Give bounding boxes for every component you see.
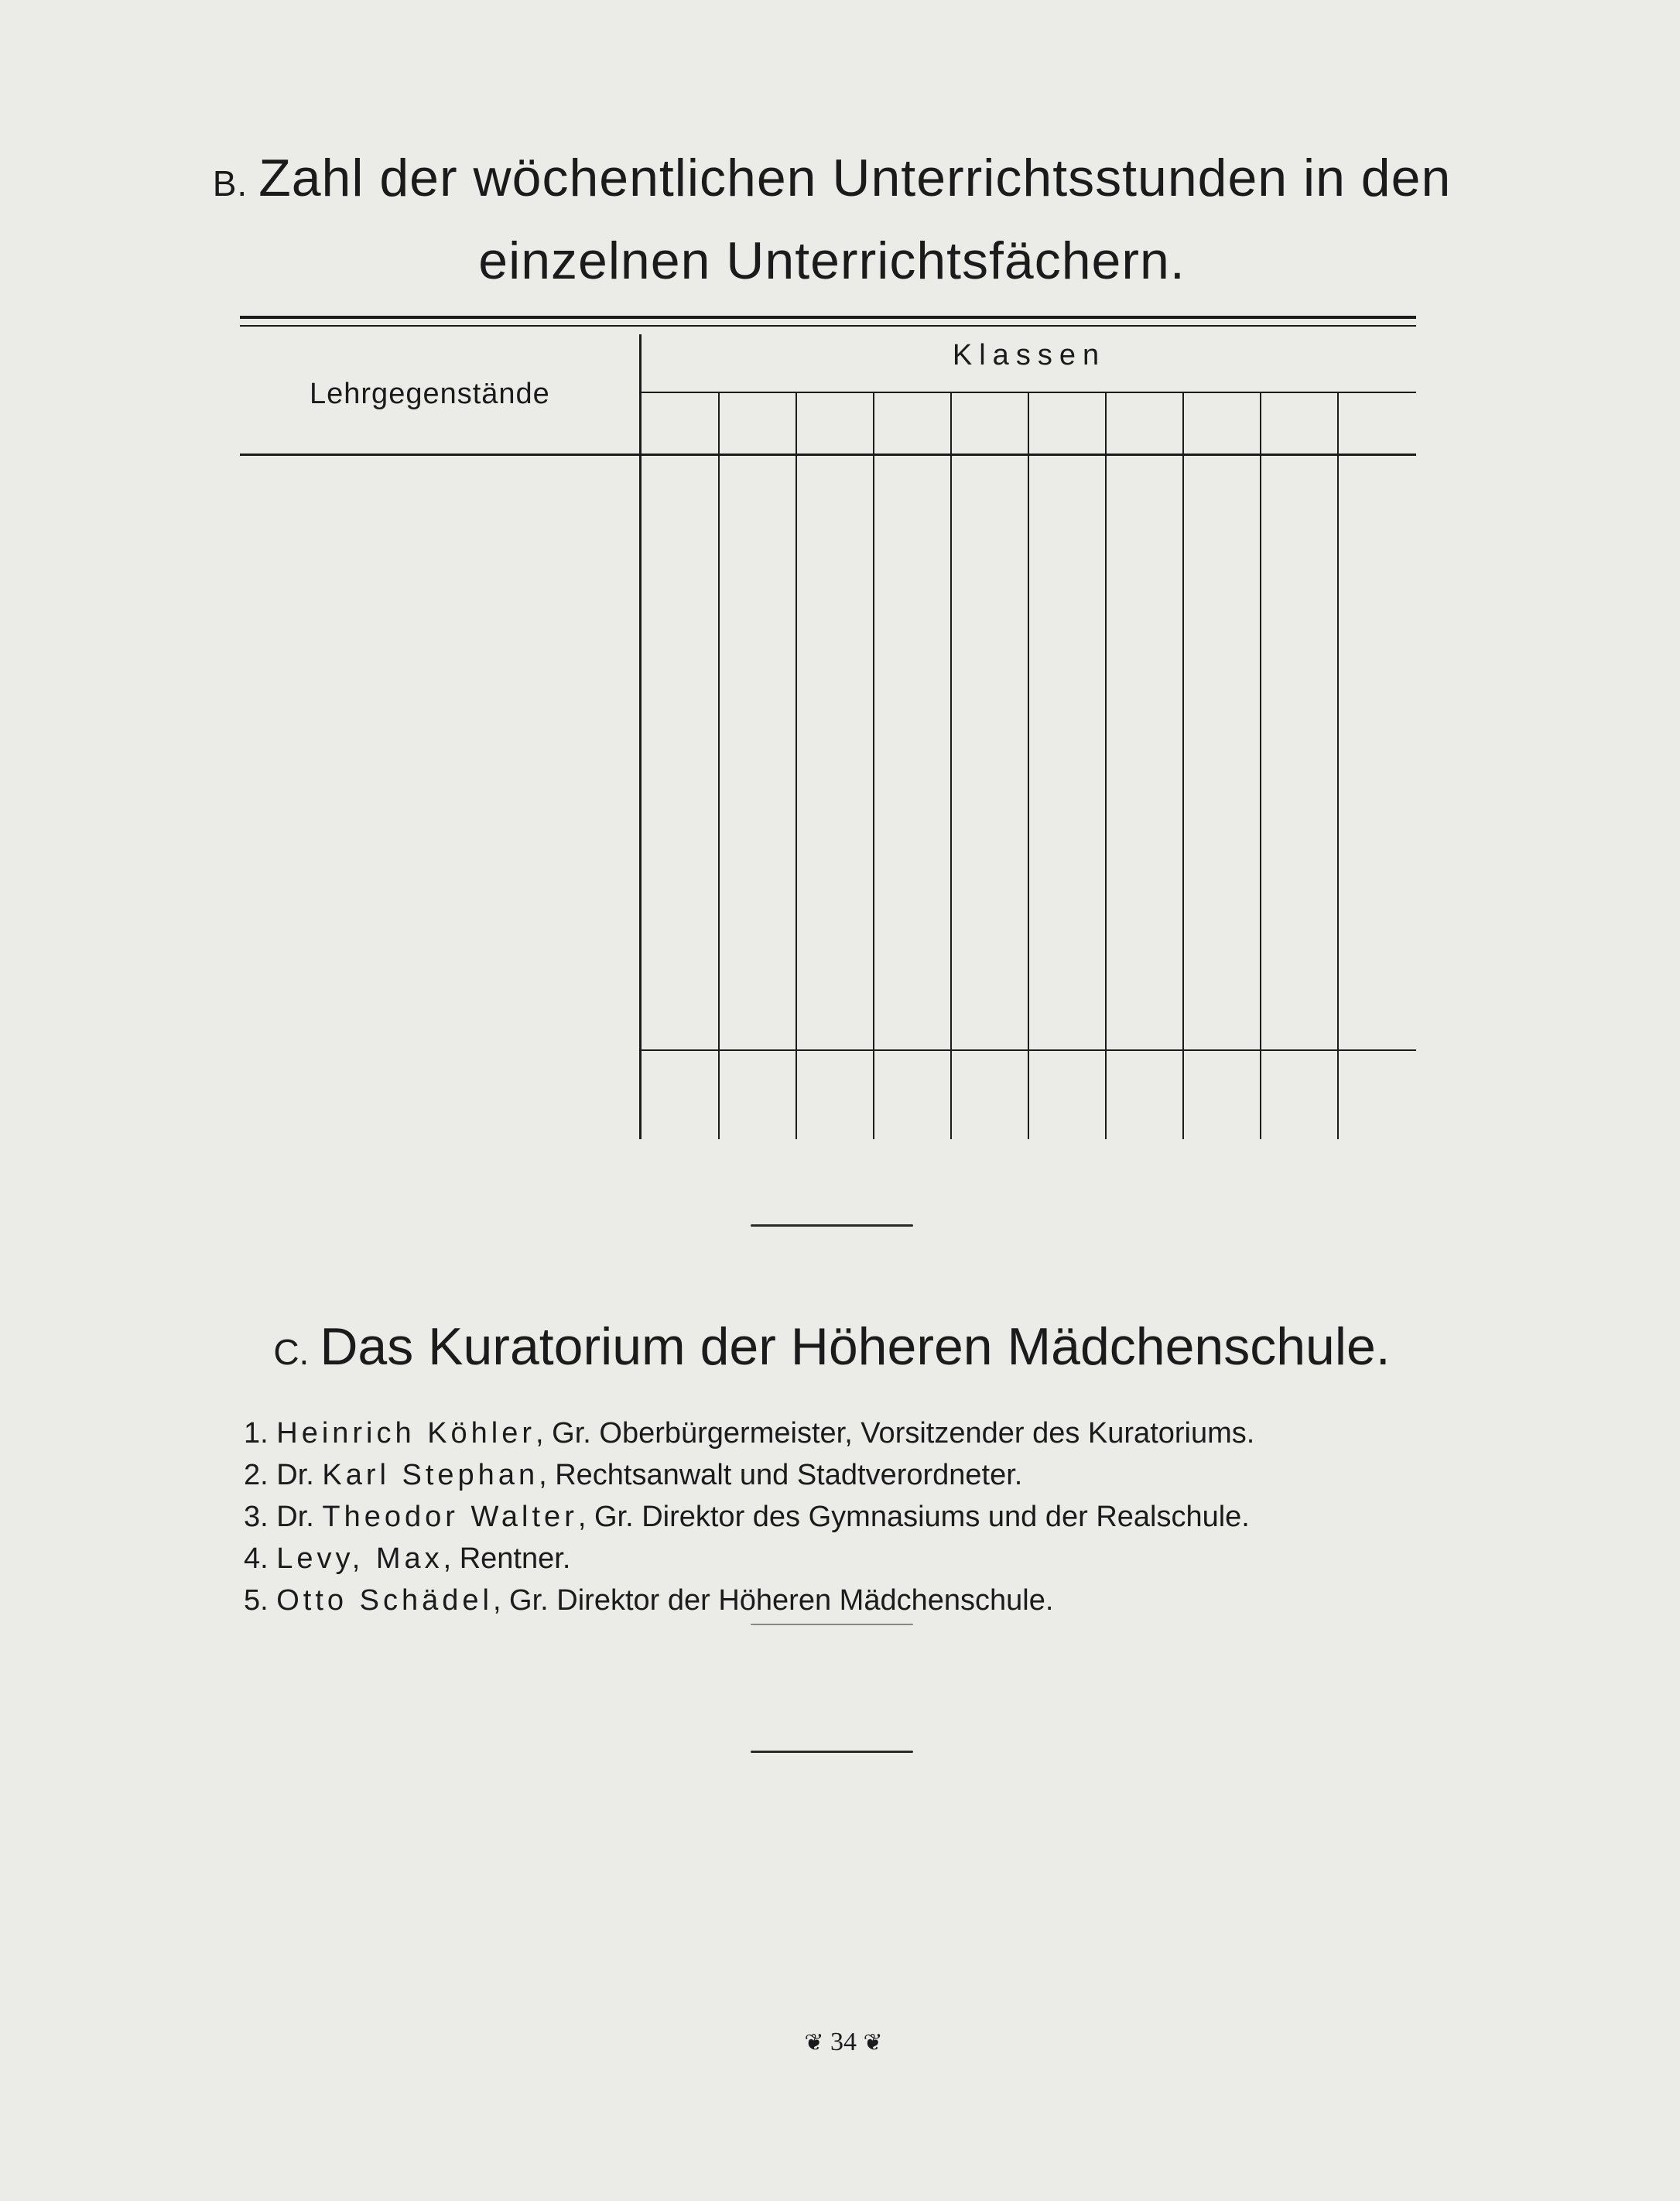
member-name: Karl Stephan [322, 1459, 539, 1491]
ornament-right-icon: ❦ [863, 2030, 883, 2056]
member-role: , Rentner. [443, 1542, 571, 1575]
member-number: 5. [244, 1584, 277, 1617]
column-divider [873, 393, 874, 1139]
column-divider [1028, 393, 1029, 1139]
column-divider [1337, 393, 1339, 1139]
member-number: 4. [244, 1542, 277, 1575]
board-member [244, 1538, 1513, 1580]
header-bottom-rule [240, 454, 1416, 456]
column-divider [1182, 393, 1184, 1139]
column-divider [1105, 393, 1107, 1139]
section-c-mark: C. [273, 1332, 310, 1372]
section-c-heading [155, 1308, 1509, 1391]
subject-divider [639, 334, 642, 1139]
member-name: Otto Schädel [276, 1584, 493, 1617]
divider-ornament [751, 1624, 913, 1625]
member-number: 2. [244, 1459, 277, 1491]
board-member [244, 1496, 1513, 1538]
member-name: Heinrich Köhler [276, 1417, 536, 1450]
page-number [751, 2028, 936, 2057]
board-member [244, 1580, 1513, 1621]
member-role: , Gr. Oberbürgermeister, Vorsitzender des Kuratoriums. [535, 1417, 1255, 1450]
divider-ornament [751, 1224, 913, 1227]
section-b-title-line1: Zahl der wöchentlichen Unterrichtsstunden in den [258, 149, 1452, 207]
section-b-mark: B. [212, 163, 248, 204]
board-member [244, 1412, 1513, 1454]
member-role: , Gr. Direktor des Gymnasiums und der Realschule. [577, 1501, 1250, 1533]
divider-ornament [751, 1751, 913, 1753]
column-divider [950, 393, 952, 1139]
board-member-list [244, 1412, 1513, 1621]
page-number-text: 34 [830, 2028, 857, 2056]
table-top-rule-2 [240, 325, 1416, 327]
board-member [244, 1454, 1513, 1496]
column-divider [718, 393, 720, 1139]
member-title: Dr. [276, 1501, 323, 1533]
section-b-heading [155, 139, 1509, 300]
member-name: Levy, Max [276, 1542, 443, 1575]
member-name: Theodor Walter [322, 1501, 578, 1533]
member-role: , Gr. Direktor der Höheren Mädchenschule. [492, 1584, 1054, 1617]
column-divider [796, 393, 797, 1139]
classes-header: Klassen [952, 339, 1107, 371]
subject-column-header: Lehrgegenstände [310, 378, 550, 410]
member-role: , Rechtsanwalt und Stadtverordneter. [539, 1459, 1023, 1491]
column-divider [1260, 393, 1261, 1139]
section-b-title-line2: einzelnen Unterrichtsfächern. [478, 231, 1186, 290]
member-number: 3. [244, 1501, 277, 1533]
lesson-hours-table [240, 316, 1416, 1136]
table-top-rule [240, 316, 1416, 319]
section-c-title: Das Kuratorium der Höheren Mädchenschule. [320, 1317, 1391, 1376]
member-title: Dr. [276, 1459, 323, 1491]
member-number: 1. [244, 1417, 277, 1450]
ornament-left-icon: ❦ [804, 2030, 824, 2056]
totals-rule [641, 1049, 1416, 1051]
